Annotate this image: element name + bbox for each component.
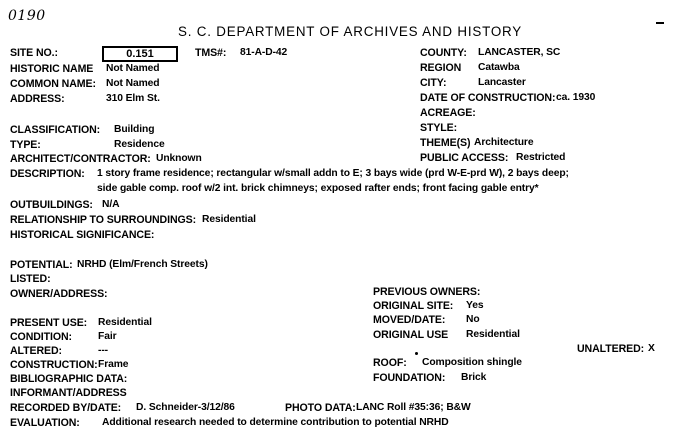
classification-label: CLASSIFICATION: — [10, 124, 101, 136]
foundation-label: FOUNDATION: — [373, 372, 446, 384]
potential-value: NRHD (Elm/French Streets) — [77, 259, 208, 270]
original-use-value: Residential — [466, 329, 520, 340]
owner-address-label: OWNER/ADDRESS: — [10, 288, 108, 300]
region-value: Catawba — [478, 62, 520, 73]
foundation-value: Brick — [461, 372, 487, 383]
address-label: ADDRESS: — [10, 93, 65, 105]
unaltered-label: UNALTERED: — [577, 343, 645, 355]
outbuildings-value: N/A — [102, 199, 120, 210]
construction-label: CONSTRUCTION: — [10, 359, 98, 371]
original-site-value: Yes — [466, 300, 484, 311]
historic-name-label: HISTORIC NAME — [10, 63, 94, 75]
date-of-construction-value: ca. 1930 — [556, 92, 596, 103]
bibliographic-data-label: BIBLIOGRAPHIC DATA: — [10, 373, 128, 385]
evaluation-value: Additional research needed to determine contribution to potential NRHD — [102, 417, 449, 428]
informant-label: INFORMANT/ADDRESS — [10, 387, 127, 399]
county-label: COUNTY: — [420, 47, 467, 59]
relationship-value: Residential — [202, 214, 256, 225]
address-value: 310 Elm St. — [106, 93, 160, 104]
recorded-by-value: D. Schneider-3/12/86 — [136, 402, 235, 413]
present-use-label: PRESENT USE: — [10, 317, 88, 329]
common-name-value: Not Named — [106, 78, 160, 89]
construction-value: Frame — [98, 359, 129, 370]
style-label: STYLE: — [420, 122, 458, 134]
city-value: Lancaster — [478, 77, 526, 88]
description-line-1: 1 story frame residence; rectangular w/small addn to E; 3 bays wide (prd W-E-prd W), 2 bays deep; — [97, 168, 569, 179]
architect-value: Unknown — [156, 153, 202, 164]
stray-mark — [415, 352, 418, 355]
roof-label: ROOF: — [373, 357, 407, 369]
themes-label: THEME(S) — [420, 137, 471, 149]
public-access-label: PUBLIC ACCESS: — [420, 152, 509, 164]
original-site-label: ORIGINAL SITE: — [373, 300, 454, 312]
condition-value: Fair — [98, 331, 117, 342]
tms-label: TMS#: — [195, 47, 227, 59]
photo-data-label: PHOTO DATA: — [285, 402, 356, 414]
condition-label: CONDITION: — [10, 331, 72, 343]
region-label: REGION — [420, 62, 462, 74]
common-name-label: COMMON NAME: — [10, 78, 96, 90]
themes-value: Architecture — [474, 137, 534, 148]
historic-name-value: Not Named — [106, 63, 160, 74]
architect-label: ARCHITECT/CONTRACTOR: — [10, 153, 151, 165]
description-line-2: side gable comp. roof w/2 int. brick chimneys; exposed rafter ends; front facing gable entry* — [97, 183, 539, 194]
altered-label: ALTERED: — [10, 345, 62, 357]
site-no-box: 0.151 — [102, 46, 178, 62]
acreage-label: ACREAGE: — [420, 107, 476, 119]
moved-date-value: No — [466, 314, 480, 325]
present-use-value: Residential — [98, 317, 152, 328]
historical-significance-label: HISTORICAL SIGNIFICANCE: — [10, 229, 155, 241]
outbuildings-label: OUTBUILDINGS: — [10, 199, 93, 211]
photo-data-value: LANC Roll #35:36; B&W — [356, 402, 471, 413]
county-value: LANCASTER, SC — [478, 47, 561, 58]
potential-label: POTENTIAL: — [10, 259, 73, 271]
original-use-label: ORIGINAL USE — [373, 329, 449, 341]
listed-label: LISTED: — [10, 273, 51, 285]
previous-owners-label: PREVIOUS OWNERS: — [373, 286, 481, 298]
unaltered-value: X — [648, 343, 655, 354]
type-label: TYPE: — [10, 139, 41, 151]
page-title: S. C. DEPARTMENT OF ARCHIVES AND HISTORY — [177, 24, 523, 39]
corner-dash-mark — [656, 22, 664, 24]
altered-value: --- — [98, 345, 108, 356]
site-no-label: SITE NO.: — [10, 47, 58, 59]
relationship-label: RELATIONSHIP TO SURROUNDINGS: — [10, 214, 197, 226]
handwritten-record-number: 0190 — [8, 8, 46, 24]
type-value: Residence — [114, 139, 165, 150]
description-label: DESCRIPTION: — [10, 168, 85, 180]
classification-value: Building — [114, 124, 155, 135]
tms-value: 81-A-D-42 — [240, 47, 288, 58]
public-access-value: Restricted — [516, 152, 566, 163]
moved-date-label: MOVED/DATE: — [373, 314, 446, 326]
city-label: CITY: — [420, 77, 447, 89]
roof-value: Composition shingle — [422, 357, 522, 368]
date-of-construction-label: DATE OF CONSTRUCTION: — [420, 92, 556, 104]
recorded-by-label: RECORDED BY/DATE: — [10, 402, 122, 414]
evaluation-label: EVALUATION: — [10, 417, 80, 429]
